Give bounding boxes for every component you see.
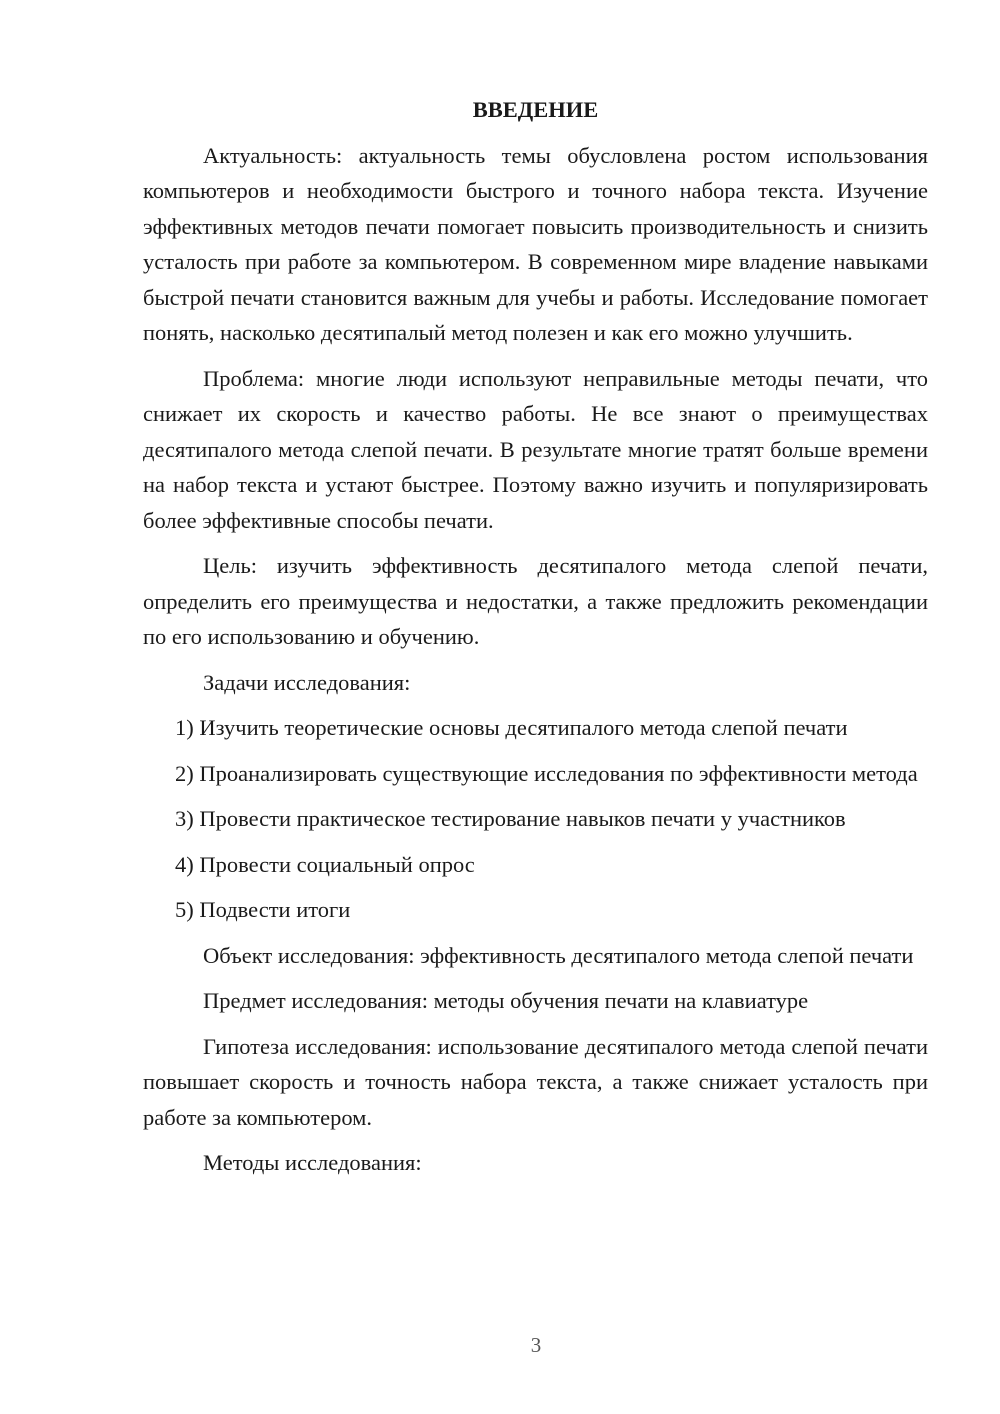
object-paragraph: Объект исследования: эффективность десятипалого метода слепой печати bbox=[203, 942, 914, 968]
problem-paragraph: Проблема: многие люди используют неправильные методы печати, что снижает их скорость и качество работы. Не все знают о преимуществах десятипалого метода слепой печати. В результате многие тратят больше времени на набор текста и устают быстрее. Поэтому важно изучить и популяризировать более эффективные способы печати. bbox=[143, 365, 928, 533]
document-body bbox=[143, 92, 928, 1191]
task-item-2: 2) Проанализировать существующие исследования по эффективности метода bbox=[175, 760, 918, 786]
task-item-1: 1) Изучить теоретические основы десятипалого метода слепой печати bbox=[175, 715, 848, 740]
task-item-5: 5) Подвести итоги bbox=[175, 897, 351, 922]
relevance-paragraph: Актуальность: актуальность темы обусловлена ростом использования компьютеров и необходимости быстрого и точного набора текста. Изучение эффективных методов печати помогает повысить производительность и снизить усталость при работе за компьютером. В современном мире владение навыками быстрой печати становится важным для учебы и работы. Исследование помогает понять, насколько десятипалый метод полезен и как его можно улучшить. bbox=[143, 142, 928, 345]
page-number: 3 bbox=[530, 1333, 542, 1357]
methods-heading: Методы исследования: bbox=[203, 1150, 422, 1175]
tasks-heading: Задачи исследования: bbox=[203, 669, 411, 695]
task-item-3: 3) Провести практическое тестирование навыков печати у участников bbox=[175, 806, 846, 831]
hypothesis-paragraph: Гипотеза исследования: использование десятипалого метода слепой печати повышает скорость и точность набора текста, а также снижает усталость при работе за компьютером. bbox=[143, 1033, 928, 1130]
goal-paragraph: Цель: изучить эффективность десятипалого метода слепой печати, определить его преимущества и недостатки, а также предложить рекомендации по его использованию и обучению. bbox=[143, 553, 928, 649]
section-title: ВВЕДЕНИЕ bbox=[472, 97, 599, 122]
task-item-4: 4) Провести социальный опрос bbox=[175, 851, 475, 877]
subject-paragraph: Предмет исследования: методы обучения печати на клавиатуре bbox=[203, 988, 809, 1013]
